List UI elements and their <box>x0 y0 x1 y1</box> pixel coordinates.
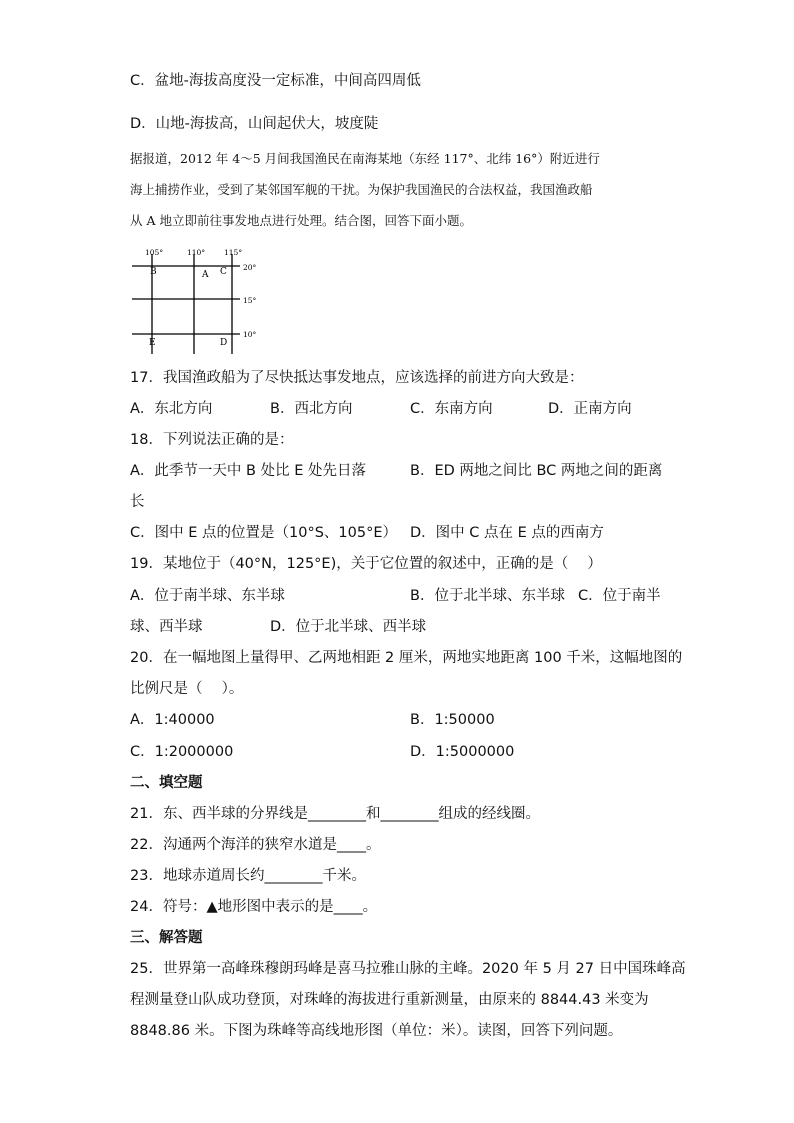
point-e: E <box>149 338 156 348</box>
point-a: A <box>202 270 209 280</box>
q20-stem-line-1: 20．在一幅地图上量得甲、乙两地相距 2 厘米，两地实地距离 100 千米，这幅地图的 <box>130 650 683 666</box>
q20-option-b[interactable]: B．1:50000 <box>410 712 495 728</box>
q17-option-c[interactable]: C．东南方向 <box>410 401 493 417</box>
q19-option-d[interactable]: D．位于北半球、西半球 <box>270 619 427 635</box>
point-c: C <box>220 267 227 277</box>
q19-stem: 19．某地位于（40°N，125°E)，关于它位置的叙述中，正确的是（ ） <box>130 556 602 572</box>
q20-stem-line-2: 比例尺是（ ）。 <box>130 681 244 697</box>
q18-option-d[interactable]: D．图中 C 点在 E 点的西南方 <box>410 525 604 541</box>
q25-line-2: 程测量登山队成功登顶，对珠峰的海拔进行重新测量，由原来的 8844.43 米变为 <box>130 992 649 1008</box>
option-d-prev: D．山地-海拔高，山间起伏大，坡度陡 <box>130 116 379 132</box>
q18-option-b-wrap: 长 <box>130 494 145 510</box>
point-d: D <box>220 338 228 348</box>
q19-option-c[interactable]: C．位于南半 <box>578 588 661 604</box>
section-answer-heading: 三、解答题 <box>130 930 203 946</box>
q23: 23．地球赤道周长约________千米。 <box>130 868 366 884</box>
section-fill-in-heading: 二、填空题 <box>130 775 203 791</box>
lon-label-115: 115° <box>224 248 243 257</box>
q17-stem: 17．我国渔政船为了尽快抵达事发地点，应该选择的前进方向大致是： <box>130 370 584 386</box>
point-b: B <box>150 267 157 277</box>
q22: 22．沟通两个海洋的狭窄水道是____。 <box>130 837 381 853</box>
passage-line-3: 从 A 地立即前往事发地点进行处理。结合图，回答下面小题。 <box>130 213 472 228</box>
q25-line-1: 25．世界第一高峰珠穆朗玛峰是喜马拉雅山脉的主峰。2020 年 5 月 27 日中国珠峰高 <box>130 961 686 977</box>
q17-option-d[interactable]: D．正南方向 <box>548 401 632 417</box>
q19-option-a[interactable]: A．位于南半球、东半球 <box>130 588 285 604</box>
lat-lon-grid-map <box>128 246 268 356</box>
q20-option-c[interactable]: C．1:2000000 <box>130 744 234 760</box>
q19-option-b[interactable]: B．位于北半球、东半球 <box>410 588 565 604</box>
lat-label-15: 15° <box>243 296 257 305</box>
q18-option-c[interactable]: C．图中 E 点的位置是（10°S、105°E） <box>130 525 397 541</box>
lat-label-10: 10° <box>243 330 257 339</box>
q18-option-a[interactable]: A．此季节一天中 B 处比 E 处先日落 <box>130 463 366 479</box>
passage-line-1: 据报道，2012 年 4～5 月间我国渔民在南海某地（东经 117°、北纬 16°）附近进行 <box>130 151 600 166</box>
option-c-prev: C．盆地-海拔高度没一定标准，中间高四周低 <box>130 73 421 89</box>
q17-option-a[interactable]: A．东北方向 <box>130 401 213 417</box>
passage-line-2: 海上捕捞作业，受到了某邻国军舰的干扰。为保护我国渔民的合法权益，我国渔政船 <box>130 182 593 197</box>
q25-line-3: 8848.86 米。下图为珠峰等高线地形图（单位：米）。读图，回答下列问题。 <box>130 1023 623 1039</box>
lon-label-105: 105° <box>145 248 164 257</box>
q17-option-b[interactable]: B．西北方向 <box>270 401 353 417</box>
q21: 21．东、西半球的分界线是________和________组成的经线圈。 <box>130 806 540 822</box>
lat-label-20: 20° <box>243 263 257 272</box>
q18-option-b[interactable]: B．ED 两地之间比 BC 两地之间的距离 <box>410 463 663 479</box>
q19-option-c-wrap: 球、西半球 <box>130 619 203 635</box>
lon-label-110: 110° <box>187 248 206 257</box>
q18-stem: 18．下列说法正确的是： <box>130 432 294 448</box>
q20-option-d[interactable]: D．1:5000000 <box>410 744 515 760</box>
q24: 24．符号：▲地形图中表示的是____。 <box>130 899 378 915</box>
q20-option-a[interactable]: A．1:40000 <box>130 712 215 728</box>
